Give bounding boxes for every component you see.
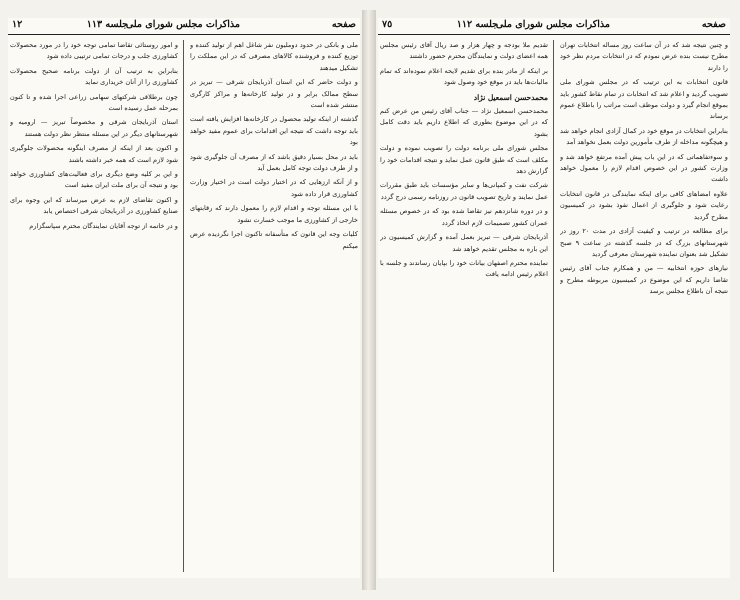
paragraph: شرکت نفت و کمپانی‌ها و سایر مؤسسات باید طبق مقررات عمل نمایند و تاریخ تصویب قانون در روزنامه رسمی درج گردد [380, 181, 548, 201]
paragraph: تقدیم ملا بودجه و چهار هزار و صد ریال آقای رئیس مجلس همه اعضای دولت و نمایندگان محترم حضور داشتند [380, 41, 548, 61]
paragraph: آذربایجان شرقی — تبریز بعمل آمده و گزارش کمیسیون در این باره به مجلس تقدیم خواهد شد [380, 233, 548, 253]
paragraph: ملی و بانکی در حدود دوملیون نفر شاغل اهم از تولید کننده و توزیع کننده و فروشنده کالاهای مصرفی که در این مملکت را تشکیل میدهند [190, 41, 358, 72]
left-page-right-column [190, 40, 358, 574]
paragraph: استان آذربایجان شرقی و مخصوصاً تبریز — ارومیه و شهرستانهای دیگر در این مسئله منتظر نظر دولت هستند [10, 118, 178, 138]
right-page-right-column [560, 40, 728, 574]
paragraph: گذشته از اینکه تولید محصول در کارخانه‌ها افزایش یافته است باید توجه داشت که نتیجه این اقدامات برای عموم مفید خواهد بود [190, 115, 358, 147]
session-label: جلسه ١١٣ [86, 19, 128, 30]
left-page-left-column [10, 40, 178, 574]
paragraph: چون برطلاقی شرکتهای سهامی زراعی اجرا شده و تا کنون بمرحله عمل رسیده است [10, 92, 178, 113]
paragraph: باید در محل بسیار دقیق باشد که از مصرف آن جلوگیری شود و از طرف دولت توجه کامل بعمل آید [190, 152, 358, 173]
column-divider [553, 40, 554, 572]
paragraph: و در خاتمه از توجه آقایان نمایندگان محترم سپاسگزارم [29, 221, 178, 230]
paragraph: علاوه امضاهای کافی برای اینکه نمایندگی در قانون انتخابات رعایت شود و جلوگیری از اعمال نفوذ بشود در کمیسیون مطرح گردید [560, 189, 728, 221]
page-number: ٧٥ [382, 19, 393, 30]
page-number: ١٢ [12, 19, 23, 30]
paragraph: و سوءتفاهماتی که در این باب پیش آمده مرتفع خواهد شد و وزارت کشور در این خصوص اقدام لازم را معمول خواهد داشت [560, 152, 728, 184]
paragraph: مجلس شورای ملی برنامه دولت را تصویب نموده و دولت مکلف است که طبق قانون عمل نماید و نتیجه اقدامات خود را گزارش دهد [380, 144, 548, 176]
book-gutter [362, 10, 376, 590]
paragraph: بر اینکه از مادر بنده برای تقدیم لایحه اعلام نموده‌اند که تمام مالیات‌ها باید در موقع خود وصول شود [380, 66, 548, 87]
paragraph: و از آنکه ارزهایی که در اختیار دولت است در اختیار وزارت کشاورزی قرار داده شود [190, 178, 358, 198]
paragraph: با این مسئله توجه و اقدام لازم را معمول دارند که رقابتهای خارجی از کشاورزی ما موجب خسارت نشود [190, 204, 358, 224]
paragraph: و امور روستائی تقاضا تمامی توجه خود را در مورد محصولات کشاورزی جلب و درجات تمامی ترتیبی داده شود [10, 41, 178, 61]
paragraph: کلیات وجه این قانون که متأسفانه تاکنون اجرا نگردیده عرض میکنم [190, 230, 358, 250]
left-page-header [8, 18, 360, 35]
paragraph: قانون انتخابات به این ترتیب که در مجلس شورای ملی تصویب گردید و اعلام شد که انتخابات در تمام نقاط کشور باید بموقع انجام گیرد و دولت موظف است مراتب را باطلاع عموم برساند [560, 78, 728, 121]
paragraph: و دولت حاضر که این استان آذربایجان شرقی — تبریز در سطح ممالک برابر و در تولید کارخانه‌ها و مراکز کارگری منتشر شده است [190, 78, 358, 110]
right-page-header [378, 18, 730, 35]
paragraph: و این بر کلیه وضع دیگری برای فعالیت‌های کشاورزی خواهد بود و نتیجه آن برای ملت ایران مفید است [10, 170, 178, 190]
page-title: مذاکرات مجلس شورای ملی [125, 19, 240, 30]
paragraph: محمدحسن اسمعیل نژاد — جناب آقای رئیس من عرض کنم که در این موضوع بطوری که اطلاع داریم باید دقت کامل بشود [380, 107, 548, 138]
speaker-heading: محمدحسن اسمعیل نژاد [473, 92, 548, 102]
column-divider [183, 40, 184, 572]
paragraph: بنابراین به ترتیب آن از دولت برنامه صحیح محصولات کشاورزی را از آنان خریداری نماید [10, 66, 178, 87]
paragraph: و اکنون بعد از اینکه از مصرف اینگونه محصولات جلوگیری شود لازم است که همه خبر داشته باشند [10, 144, 178, 164]
paragraph: نیازهای حوزه انتخابیه — من و همکارم جناب آقای رئیس تقاضا داریم که این موضوع در کمیسیون مربوطه مطرح و نتیجه آن باطلاع مجلس برسد [560, 264, 728, 296]
paragraph: و چنین نتیجه شد که در آن ساعت روز مساله انتخابات تهران مطرح نیست بنده عرض نمودم که در انتخابات مردم نظر خود را دارند [560, 41, 728, 72]
paragraph: نماینده محترم اصفهان بیانات خود را بپایان رساندند و جلسه با اعلام رئیس ادامه یافت [380, 258, 548, 279]
paragraph: بنابراین انتخابات در موقع خود در کمال آزادی انجام خواهد شد و هیچگونه مداخله از طرف مأمورین دولت بعمل نخواهد آمد [560, 126, 728, 147]
right-page-left-column [380, 40, 548, 574]
right-page [378, 18, 730, 578]
page-word: صفحه [331, 19, 356, 30]
session-label: جلسه ١١٢ [456, 19, 498, 30]
paragraph: و اکنون تقاضای لازم به عرض میرساند که این وجوه برای صنایع کشاورزی در آذربایجان شرقی اختصاص یابد [10, 195, 178, 216]
paragraph: و در دوره شانزدهم نیز تقاضا شده بود که در خصوص مسئله عمران کشور تصمیمات لازم اتخاذ گردد [380, 207, 548, 227]
left-page [8, 18, 360, 578]
page-word: صفحه [701, 19, 726, 30]
page-title: مذاکرات مجلس شورای ملی [495, 19, 610, 30]
paragraph: برای مطالعه در ترتیب و کیفیت آزادی در مدت ٢٠ روز در شهرستانهای بزرگ که در جلسه گذشته در ساعت ٩ صبح تشکیل شد بعنوان نماینده شهرستان معرفی گردید [560, 227, 728, 258]
